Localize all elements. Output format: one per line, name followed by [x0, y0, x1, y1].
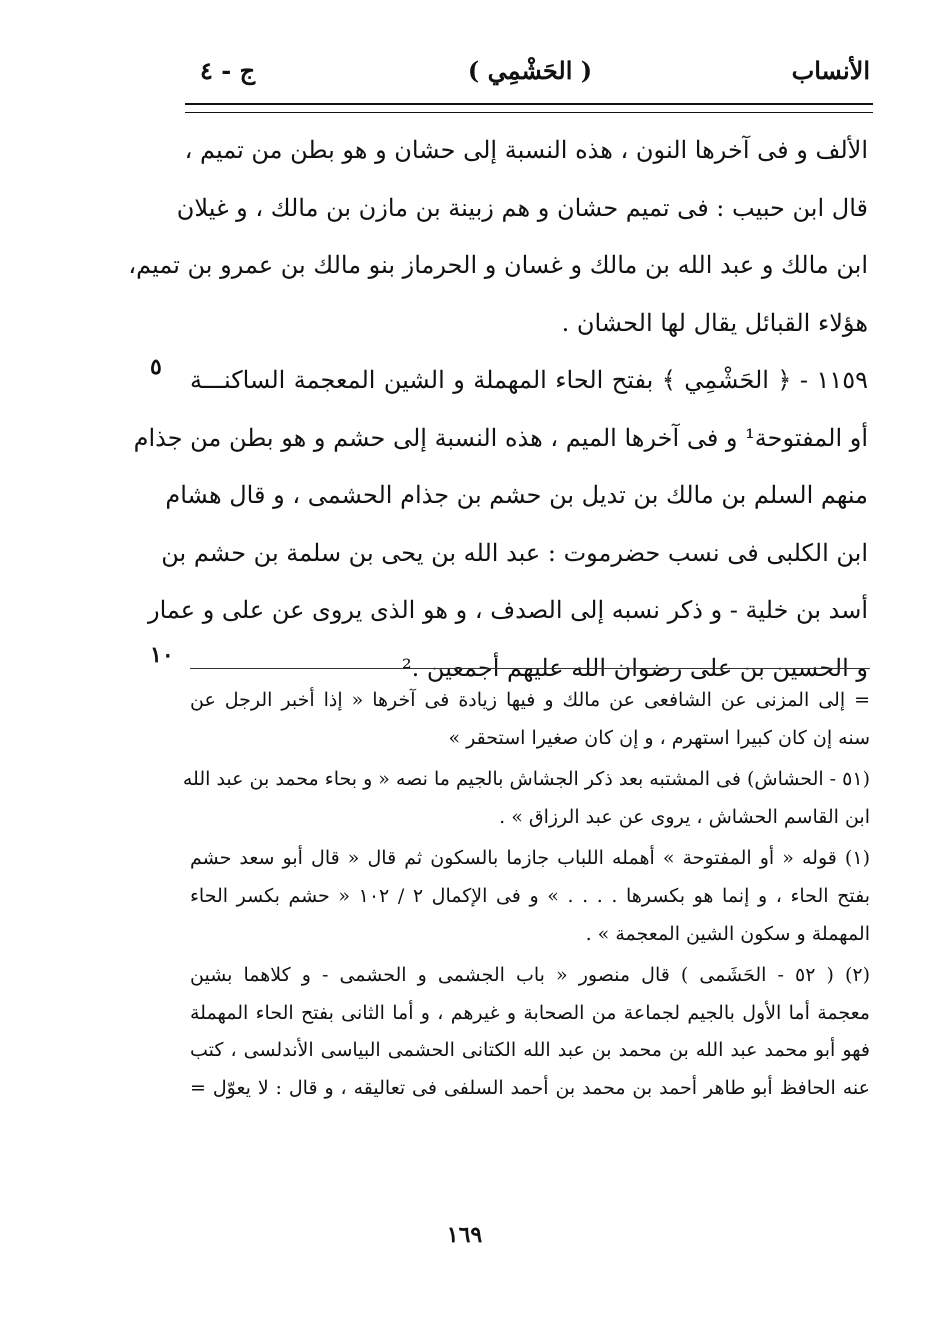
main-line: ابن الكلبى فى نسب حضرموت : عبد الله بن يحى بن سلمة بن حشم بن [161, 538, 868, 567]
main-line: أو المفتوحة¹ و فى آخرها الميم ، هذه النسبة إلى حشم و هو بطن من جذام [133, 423, 868, 452]
header-entry-title: ( الحَشْمِي ) [467, 56, 593, 85]
footnote-line: (٢) ( ٥٢ - الحَشَمى ) قال منصور « باب الجشمى و الحشمى - و كلاهما بشين [190, 964, 871, 987]
header-rule-thick [185, 103, 873, 105]
footnote-line: بفتح الحاء ، و إنما هو بكسرها . . . . » و فى الإكمال ٢ / ١٠٢ « حشم بكسر الحاء [190, 884, 870, 907]
footnote [190, 840, 870, 953]
footnote [182, 761, 870, 836]
margin-line-number: ١٠ [150, 642, 174, 668]
header-rule-thin [185, 112, 873, 113]
footnote-line: = إلى المزنى عن الشافعى عن مالك و فيها زيادة فى آخرها « إذا أخبر الرجل عن [190, 689, 870, 711]
footnote-line: معجمة أما الأول بالجيم لجماعة من الصحابة و غيرهم ، و أما الثانى بفتح الحاء المهملة [190, 1001, 870, 1024]
footnote-line: (٥١ - الحشاش) فى المشتبه بعد ذكر الجشاش بالجيم ما نصه « و بحاء محمد بن عبد الله [182, 768, 870, 791]
footnote-line: (١) قوله « أو المفتوحة » أهمله اللباب جازما بالسكون ثم قال « قال أبو سعد حشم [190, 847, 870, 870]
footnote-line: المهملة و سكون الشين المعجمة » . [585, 922, 870, 945]
main-line: و الحسين بن على رضوان الله عليهم أجمعين .² [402, 653, 868, 682]
main-line: هؤلاء القبائل يقال لها الحشان . [561, 308, 868, 337]
main-line: أسد بن خلية - و ذكر نسبه إلى الصدف ، و هو الذى يروى عن على و عمار [147, 596, 868, 624]
footnote [190, 682, 870, 757]
footnote-line: فهو أبو محمد عبد الله بن محمد بن عبد الله الكتانى الحشمى البياسى الأندلسى ، كتب [190, 1039, 870, 1062]
footnote-line: عنه الحافظ أبو طاهر أحمد بن محمد بن أحمد السلفى فى تعاليقه ، و قال : لا يعوّل = [190, 1076, 870, 1099]
header-book-title: الأنساب [791, 56, 870, 85]
footnotes [182, 682, 871, 1112]
footnote-line: سنه إن كان كبيرا استهرم ، و إن كان صغيرا استحقر » [448, 726, 870, 749]
header-volume: ج - ٤ [200, 56, 256, 85]
page-number: ١٦٩ [446, 1222, 483, 1248]
margin-line-number: ٥ [150, 354, 162, 380]
main-line: منهم السلم بن مالك بن تديل بن حشم بن جذام الحشمى ، و قال هشام [165, 481, 868, 509]
entry-heading-line: ١١٥٩ - ﴿ الحَشْمِي ﴾ بفتح الحاء المهملة و الشين المعجمة الساكنـــة [190, 366, 868, 394]
main-line: قال ابن حبيب : فى تميم حشان و هم زبينة بن مازن بن مالك ، و غيلان [176, 193, 868, 222]
running-header [190, 52, 870, 92]
main-line: الألف و فى آخرها النون ، هذه النسبة إلى حشان و هو بطن من تميم ، [184, 136, 868, 164]
main-line: ابن مالك و عبد الله بن مالك و غسان و الحرماز بنو مالك بن عمرو بن تميم، [128, 251, 868, 279]
footnote [190, 957, 870, 1107]
footnote-separator [190, 668, 870, 669]
footnote-line: ابن القاسم الحشاش ، يروى عن عبد الرزاق » . [499, 805, 870, 828]
